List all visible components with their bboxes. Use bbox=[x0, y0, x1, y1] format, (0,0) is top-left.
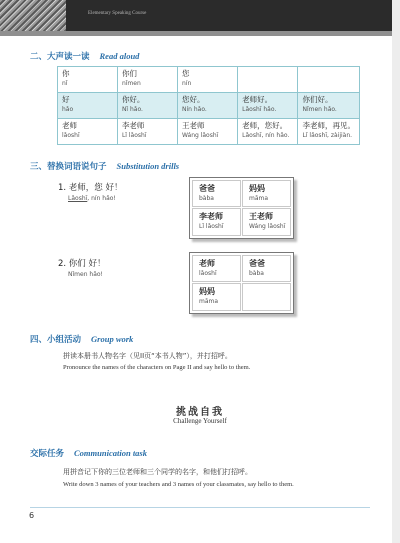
cell-pinyin: lǎoshī bbox=[62, 132, 80, 139]
table-cell bbox=[177, 119, 237, 145]
cell-chinese: 您好。 bbox=[181, 95, 205, 104]
cell-pinyin: Lǎoshī, nín hǎo. bbox=[242, 132, 290, 139]
top-header-bar bbox=[0, 0, 400, 31]
section-title-en: Communication task bbox=[74, 448, 147, 458]
cell-chinese: 老师好。 bbox=[242, 95, 273, 104]
table-row bbox=[58, 93, 360, 119]
option-pinyin: māma bbox=[249, 195, 269, 202]
challenge-title-cn: 挑战自我 bbox=[176, 407, 224, 418]
table-cell bbox=[298, 67, 360, 93]
table-cell bbox=[298, 93, 360, 119]
cell-chinese: 老师，您好。 bbox=[242, 121, 288, 130]
cell-pinyin: Nín hǎo. bbox=[181, 106, 207, 113]
section-title-en: Group work bbox=[91, 334, 134, 344]
option-pinyin: bàba bbox=[249, 270, 264, 277]
cell-chinese: 您 bbox=[181, 69, 190, 78]
cell-pinyin: nǐ bbox=[62, 80, 68, 87]
cell-chinese: 好 bbox=[62, 95, 70, 104]
cell-chinese: 你好。 bbox=[121, 95, 145, 104]
page-number: 6 bbox=[29, 511, 35, 520]
read-aloud-table bbox=[57, 66, 360, 145]
option-pinyin: lǎoshī bbox=[199, 270, 217, 277]
cell-pinyin: nín bbox=[181, 80, 192, 87]
cell-chinese: 李老师 bbox=[121, 121, 145, 130]
footer-divider bbox=[30, 507, 370, 508]
table-cell bbox=[238, 119, 298, 145]
cell-pinyin: Lǎoshī hǎo. bbox=[242, 106, 277, 113]
drill-option bbox=[192, 180, 241, 207]
section-title-cn: 三、替换词语说句子 bbox=[30, 162, 107, 172]
header-decoration bbox=[0, 0, 66, 31]
section-title-en: Substitution drills bbox=[116, 161, 180, 171]
drill-option bbox=[242, 208, 291, 236]
section-group-work-title bbox=[30, 333, 133, 345]
drill-2-options-box bbox=[189, 252, 294, 314]
option-chinese: 老师 bbox=[199, 259, 215, 268]
group-work-text-cn: 拼读本册书人物名字（见II页“本书人物”），并打招呼。 bbox=[63, 352, 232, 360]
cell-pinyin: Nǐmen hǎo. bbox=[302, 106, 337, 113]
cell-chinese: 你们 bbox=[121, 69, 137, 78]
option-chinese: 妈妈 bbox=[249, 184, 265, 193]
group-work-text-en: Pronounce the names of the characters on Page II and say hello to them. bbox=[63, 364, 251, 371]
section-title-cn: 四、小组活动 bbox=[30, 335, 82, 345]
option-chinese: 爸爸 bbox=[199, 184, 215, 193]
option-chinese: 王老师 bbox=[249, 212, 273, 221]
table-cell bbox=[177, 93, 237, 119]
cell-pinyin: nǐmen bbox=[121, 80, 141, 87]
drill-1-options-box bbox=[189, 177, 294, 239]
table-cell bbox=[298, 119, 360, 145]
option-chinese: 李老师 bbox=[199, 212, 223, 221]
section-read-aloud-title bbox=[30, 50, 139, 62]
cell-pinyin: Lǐ lǎoshī bbox=[121, 132, 147, 139]
section-title-cn: 二、大声读一读 bbox=[30, 52, 90, 62]
option-pinyin: Wáng lǎoshī bbox=[249, 223, 286, 230]
running-title: Elementary Speaking Course bbox=[88, 11, 147, 16]
cell-pinyin: Nǐ hǎo. bbox=[121, 106, 143, 113]
drill-option bbox=[192, 255, 241, 282]
table-cell bbox=[117, 93, 177, 119]
table-cell bbox=[117, 119, 177, 145]
table-cell bbox=[238, 93, 298, 119]
drill-option-empty bbox=[242, 283, 291, 311]
table-cell bbox=[58, 93, 118, 119]
option-pinyin: bàba bbox=[199, 195, 214, 202]
page-edge bbox=[392, 0, 400, 543]
cell-chinese: 李老师，再见。 bbox=[302, 121, 355, 130]
cell-pinyin: Wáng lǎoshī bbox=[181, 132, 219, 139]
drill-1-sentence: 1. 老师，您 好！ bbox=[58, 183, 123, 193]
drill-option bbox=[242, 255, 291, 282]
table-cell bbox=[177, 67, 237, 93]
table-cell bbox=[58, 67, 118, 93]
table-cell bbox=[58, 119, 118, 145]
communication-text-en: Write down 3 names of your teachers and 3 names of your classmates, say hello to them. bbox=[63, 481, 294, 488]
drill-1-pinyin-rest: , nín hǎo! bbox=[87, 195, 116, 202]
table-cell bbox=[238, 67, 298, 93]
cell-pinyin: Lǐ lǎoshī, zàijiàn. bbox=[302, 132, 353, 139]
cell-pinyin: hǎo bbox=[62, 106, 74, 113]
drill-2-sentence: 2. 你们 好！ bbox=[58, 259, 106, 269]
header-underline bbox=[0, 31, 400, 36]
drill-2-pinyin: Nǐmen hǎo! bbox=[68, 271, 103, 278]
option-pinyin: Lǐ lǎoshī bbox=[199, 223, 224, 230]
section-title-en: Read aloud bbox=[99, 51, 140, 61]
option-pinyin: māma bbox=[199, 298, 219, 305]
drill-option bbox=[242, 180, 291, 207]
section-substitution-title bbox=[30, 160, 179, 172]
cell-chinese: 你们好。 bbox=[302, 95, 333, 104]
drill-option bbox=[192, 283, 241, 311]
table-cell bbox=[117, 67, 177, 93]
cell-chinese: 老师 bbox=[62, 121, 77, 130]
drill-option bbox=[192, 208, 241, 236]
challenge-title-en: Challenge Yourself bbox=[173, 417, 227, 425]
section-communication-title bbox=[30, 447, 147, 459]
option-chinese: 妈妈 bbox=[199, 287, 215, 296]
option-chinese: 爸爸 bbox=[249, 259, 265, 268]
drill-1-pinyin bbox=[68, 195, 116, 202]
table-row bbox=[58, 119, 360, 145]
communication-text-cn: 用拼音记下你的三位老师和三个同学的名字，和他们打招呼。 bbox=[63, 468, 252, 476]
table-row bbox=[58, 67, 360, 93]
cell-chinese: 王老师 bbox=[181, 121, 205, 130]
drill-1-pinyin-slot: Lǎoshī bbox=[68, 195, 88, 202]
section-title-cn: 交际任务 bbox=[30, 449, 65, 459]
cell-chinese: 你 bbox=[62, 69, 70, 78]
